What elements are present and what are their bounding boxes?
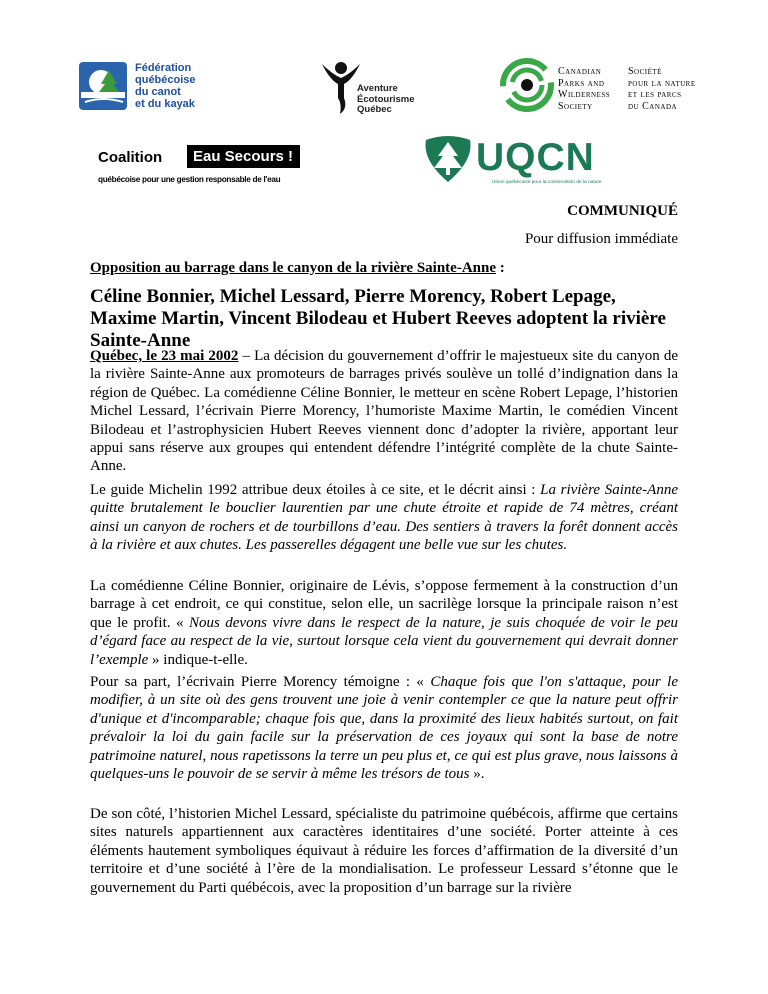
paragraph-2-intro: Le guide Michelin 1992 attribue deux étoiles à ce site, et le décrit ainsi : — [90, 482, 541, 498]
subject-colon: : — [496, 260, 505, 276]
paragraph-2 — [90, 481, 678, 555]
paragraph-1-text: – La décision du gouvernement d’offrir le majestueux site du canyon de la rivière Sainte-Anne aux promoteurs de barrages privés soulève un tollé d’indignation dans la région de Québec. La comédienne Céline Bonnier, le metteur en scène Robert Lepage, l’historien Michel Lessard, l’écrivain Pierre Morency, l’humoriste Maxime Martin, le comédien Vincent Bilodeau et l’astrophysicien Hubert Reeves viennent donc d’adopter la rivière, apportant leur appui sans réserve aux groupes qui entendent défendre l’intégrité complète de la chute Sainte-Anne. — [90, 348, 678, 475]
aventure-ecotourisme-logo — [318, 58, 438, 116]
subject-text: Opposition au barrage dans le canyon de la rivière Sainte-Anne — [90, 260, 496, 276]
fqck-logo — [79, 62, 209, 110]
headline: Céline Bonnier, Michel Lessard, Pierre Morency, Robert Lepage, Maxime Martin, Vincent Bilodeau et Hubert Reeves adoptent la rivière Sainte-Anne — [90, 286, 666, 351]
cpaws-name-fr: Société pour la nature et les parcs du Canada — [628, 66, 696, 112]
subject-line — [90, 260, 505, 277]
uqcn-word: UQCN — [476, 136, 595, 179]
cpaws-swirl-icon — [500, 58, 554, 112]
bonnier-quote: Nous devons vivre dans le respect de la nature, je suis choquée de voir le peu d’égard face au respect de la vie, surtout lorsque cela vient du gouvernement qui devrait donner l’exemple — [90, 614, 678, 668]
coalition-eau-secours-logo — [98, 145, 318, 191]
fqck-mark-icon — [79, 62, 127, 110]
paragraph-1 — [90, 347, 678, 476]
paragraph-4-outro: ». — [469, 766, 485, 783]
release-label: Pour diffusion immédiate — [524, 231, 678, 247]
paragraph-4 — [90, 673, 678, 783]
uqcn-tree-icon — [422, 134, 474, 184]
cpaws-logo — [500, 58, 700, 112]
cpaws-name-en: Canadian Parks and Wilderness Society — [558, 66, 611, 112]
coalition-tagline: québécoise pour une gestion responsable de l'eau — [98, 175, 281, 184]
paragraph-5: De son côté, l’historien Michel Lessard, spécialiste du patrimoine québécois, affirme que certains sites naturels appartiennent aux caractères identitaires d’une société. Porter atteinte à ces éléments hautement symboliques équivaut à réduire les forces d’affirmation de la diversité d’un territoire et d’une société à l’ère de la mondialisation. Le professeur Lessard s’étonne que le gouvernement du Parti québécois, avec la proposition d’un barrage sur la rivière — [90, 806, 678, 896]
paragraph-3 — [90, 577, 678, 669]
dateline: Québec, le 23 mai 2002 — [90, 348, 239, 364]
uqcn-tagline: Union québécoise pour la conservation de la nature — [492, 180, 602, 185]
uqcn-logo — [422, 134, 612, 190]
paragraph-3-intro: La comédienne Céline Bonnier, originaire de Lévis, s’oppose fermement à la construction d’un barrage à cet endroit, ce qui constitue, selon elle, un sacrilège lorsque la principale raison n’est que le profit. « — [90, 578, 678, 631]
aventure-name: Aventure Écotourisme Québec — [357, 83, 415, 115]
morency-quote: Chaque fois que l'on s'attaque, pour le modifier, à un site où des gens trouvent une joie à venir contempler ce que la nature peut offrir d'unique et d'incomparable; chaque fois que, dans la proximité des lieux habités surtout, on fait prévaloir la loi du gain facile sur la préservation de ces joyaux qui sont la base de notre patrimoine naturel, nous rapetissons la terre un peu plus et, ce qui est plus grave, nous laissons à quelques-uns le pouvoir de se servir à même les trésors de tous — [90, 674, 678, 783]
fqck-name: Fédération québécoise du canot et du kayak — [135, 62, 196, 110]
communique-label: COMMUNIQUÉ — [567, 203, 678, 219]
eau-secours-badge: Eau Secours ! — [187, 145, 300, 168]
michelin-quote: La rivière Sainte-Anne quitte brutalement le bouclier laurentien par une chute étroite et rapide de 74 mètres, créant ainsi un canyon de rochers et de tourbillons d’eau. Des sentiers à travers la forêt donnent accès à la rivière et aux chutes. Les passerelles dégagent une belle vue sur les chutes. — [90, 482, 678, 554]
coalition-word: Coalition — [98, 149, 163, 166]
paragraph-3-outro: » indique-t-elle. — [148, 651, 248, 668]
paragraph-4-intro: Pour sa part, l’écrivain Pierre Morency témoigne : « — [90, 674, 431, 690]
